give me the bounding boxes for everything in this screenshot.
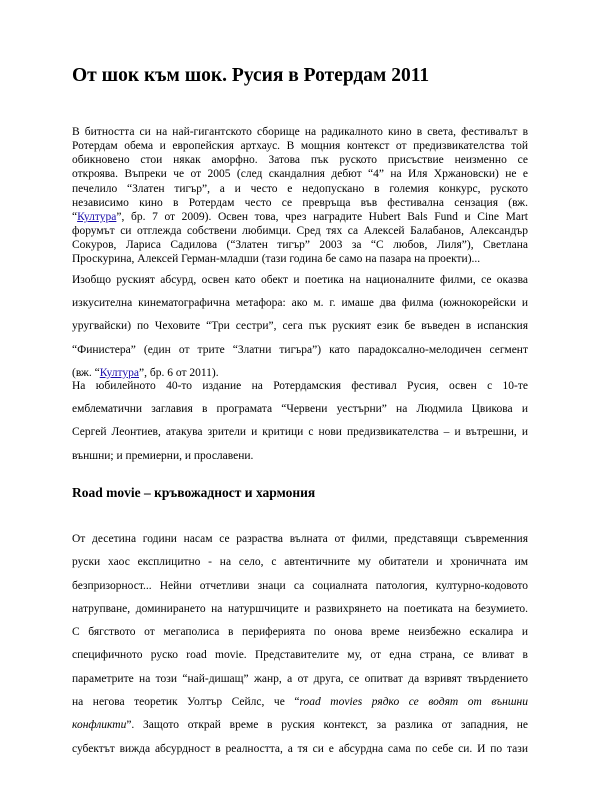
text-line (72, 210, 528, 224)
text-line: С бягството от мегаполиса в периферията по онова време неизбежно ескалира и (72, 626, 528, 639)
text-line: Сокуров, Лариса Садилова (“Златен тигър” 2003 за “С любов, Лиля”), Светлана (72, 239, 528, 252)
text-fragment: “ (72, 210, 78, 223)
kultura-link[interactable]: Култура (77, 210, 117, 223)
text-line: Сергей Леонтиев, атакува зрители и критици с нови предизвикателства – и вътрешни, и (72, 426, 528, 439)
text-line: уругвайски) по Чеховите “Три сестри”, сега пък руският език бе въведен в испанския (72, 320, 528, 333)
text-line: руски хаос експлицитно - на село, с автентичните му обитатели и хроничната им (72, 556, 528, 569)
kultura-link[interactable]: Култура (99, 366, 140, 379)
text-line: безпризорност... Нейни отчетливи знаци са социалната патология, културно-кодовото (72, 579, 528, 592)
paragraph-intro (72, 125, 528, 266)
text-line: външни; и премиерни, и прославени. (72, 449, 254, 462)
text-line (72, 691, 528, 714)
text-line (72, 714, 528, 737)
paragraph-road-movie (72, 528, 528, 761)
text-fragment: ”. Защото открай време в руския контекст, за разлика от западния, не (126, 719, 528, 732)
text-line: От десетина години насам се разраства вълната от филми, представящи съвременния (72, 533, 528, 545)
text-line: Изобщо руският абсурд, освен като обект и поетика на националните филми, се оказва (72, 274, 528, 286)
paragraph-absurd (72, 269, 528, 385)
text-line: изкуситeлна кинематографична метафора: ако м. г. имаше два филма (южнокорейски и (72, 297, 528, 310)
text-line: параметрите на този “най-дишащ” жанр, а от друга, се опитват да взривят твърдението (72, 672, 528, 685)
text-fragment: ”, бр. 6 от 2011). (139, 366, 219, 379)
italic-quote: конфликти (72, 719, 127, 732)
text-line: печелило “Златен тигър”, а и често е недопускано в големия конкурс, руското (72, 182, 528, 195)
text-fragment: на негова теоретик Уолтър Сейлс, че “ (72, 696, 300, 709)
text-line: На юбилейното 40-то издание на Ротердамския фестивал Русия, освен с 10-те (72, 380, 528, 392)
text-fragment: ”, бр. 7 от 2009). Освен това, чрез наградите Hubert Bals Fund и Cine Mart (116, 210, 528, 223)
section-heading: Road movie – кръвожадност и хармония (72, 485, 316, 500)
page-title: От шок към шок. Русия в Ротердам 2011 (72, 65, 430, 86)
text-line: специфичното руско road movie. Представителите му, от една страна, се вливат в (72, 649, 528, 662)
text-line: натрупване, доминирането на натуршчиците и развихрянето на поетиката на безумието. (72, 602, 528, 615)
text-line: Ротердам обема и европейския артхаус. В мощния контекст от предизвикателства той (72, 140, 528, 153)
paragraph-jubilee (72, 375, 528, 468)
text-line: Проскурина, Алексей Герман-младши (тази година бе само на пазара на проекти)... (72, 253, 481, 266)
text-fragment: (вж. “ (72, 366, 100, 379)
text-line: В битността си на най-гигантското сборище на радикалното кино в света, фестивалът в (72, 126, 528, 138)
text-line: “Финистера” (един от трите “Златни тигъра”) като парадоксално-мелодичен сегмент (72, 343, 528, 356)
text-line: независимо кино в Ротердам често се превръща във фестивална сензация (вж. (72, 196, 528, 209)
text-line: емблематични заглавия в програмата “Червени уестърни” на Людмила Цвикова и (72, 403, 528, 416)
italic-quote: road movies рядко се водят от външни (299, 696, 528, 709)
text-line: субектът вижда абсурдност в реалността, а тя си е абсурдна сама по себе си. И по тази (72, 742, 528, 755)
text-line: обикновено стои някак аморфно. Затова пък руското присъствие неизменно се (72, 154, 528, 167)
text-line: откроява. Въпреки че от 2005 (след скандалния дебют “4” на Иля Хржановски) не е (72, 168, 528, 181)
text-line: форумът си отглежда собствени любимци. Сред тях са Алексей Балабанов, Александър (72, 224, 528, 237)
